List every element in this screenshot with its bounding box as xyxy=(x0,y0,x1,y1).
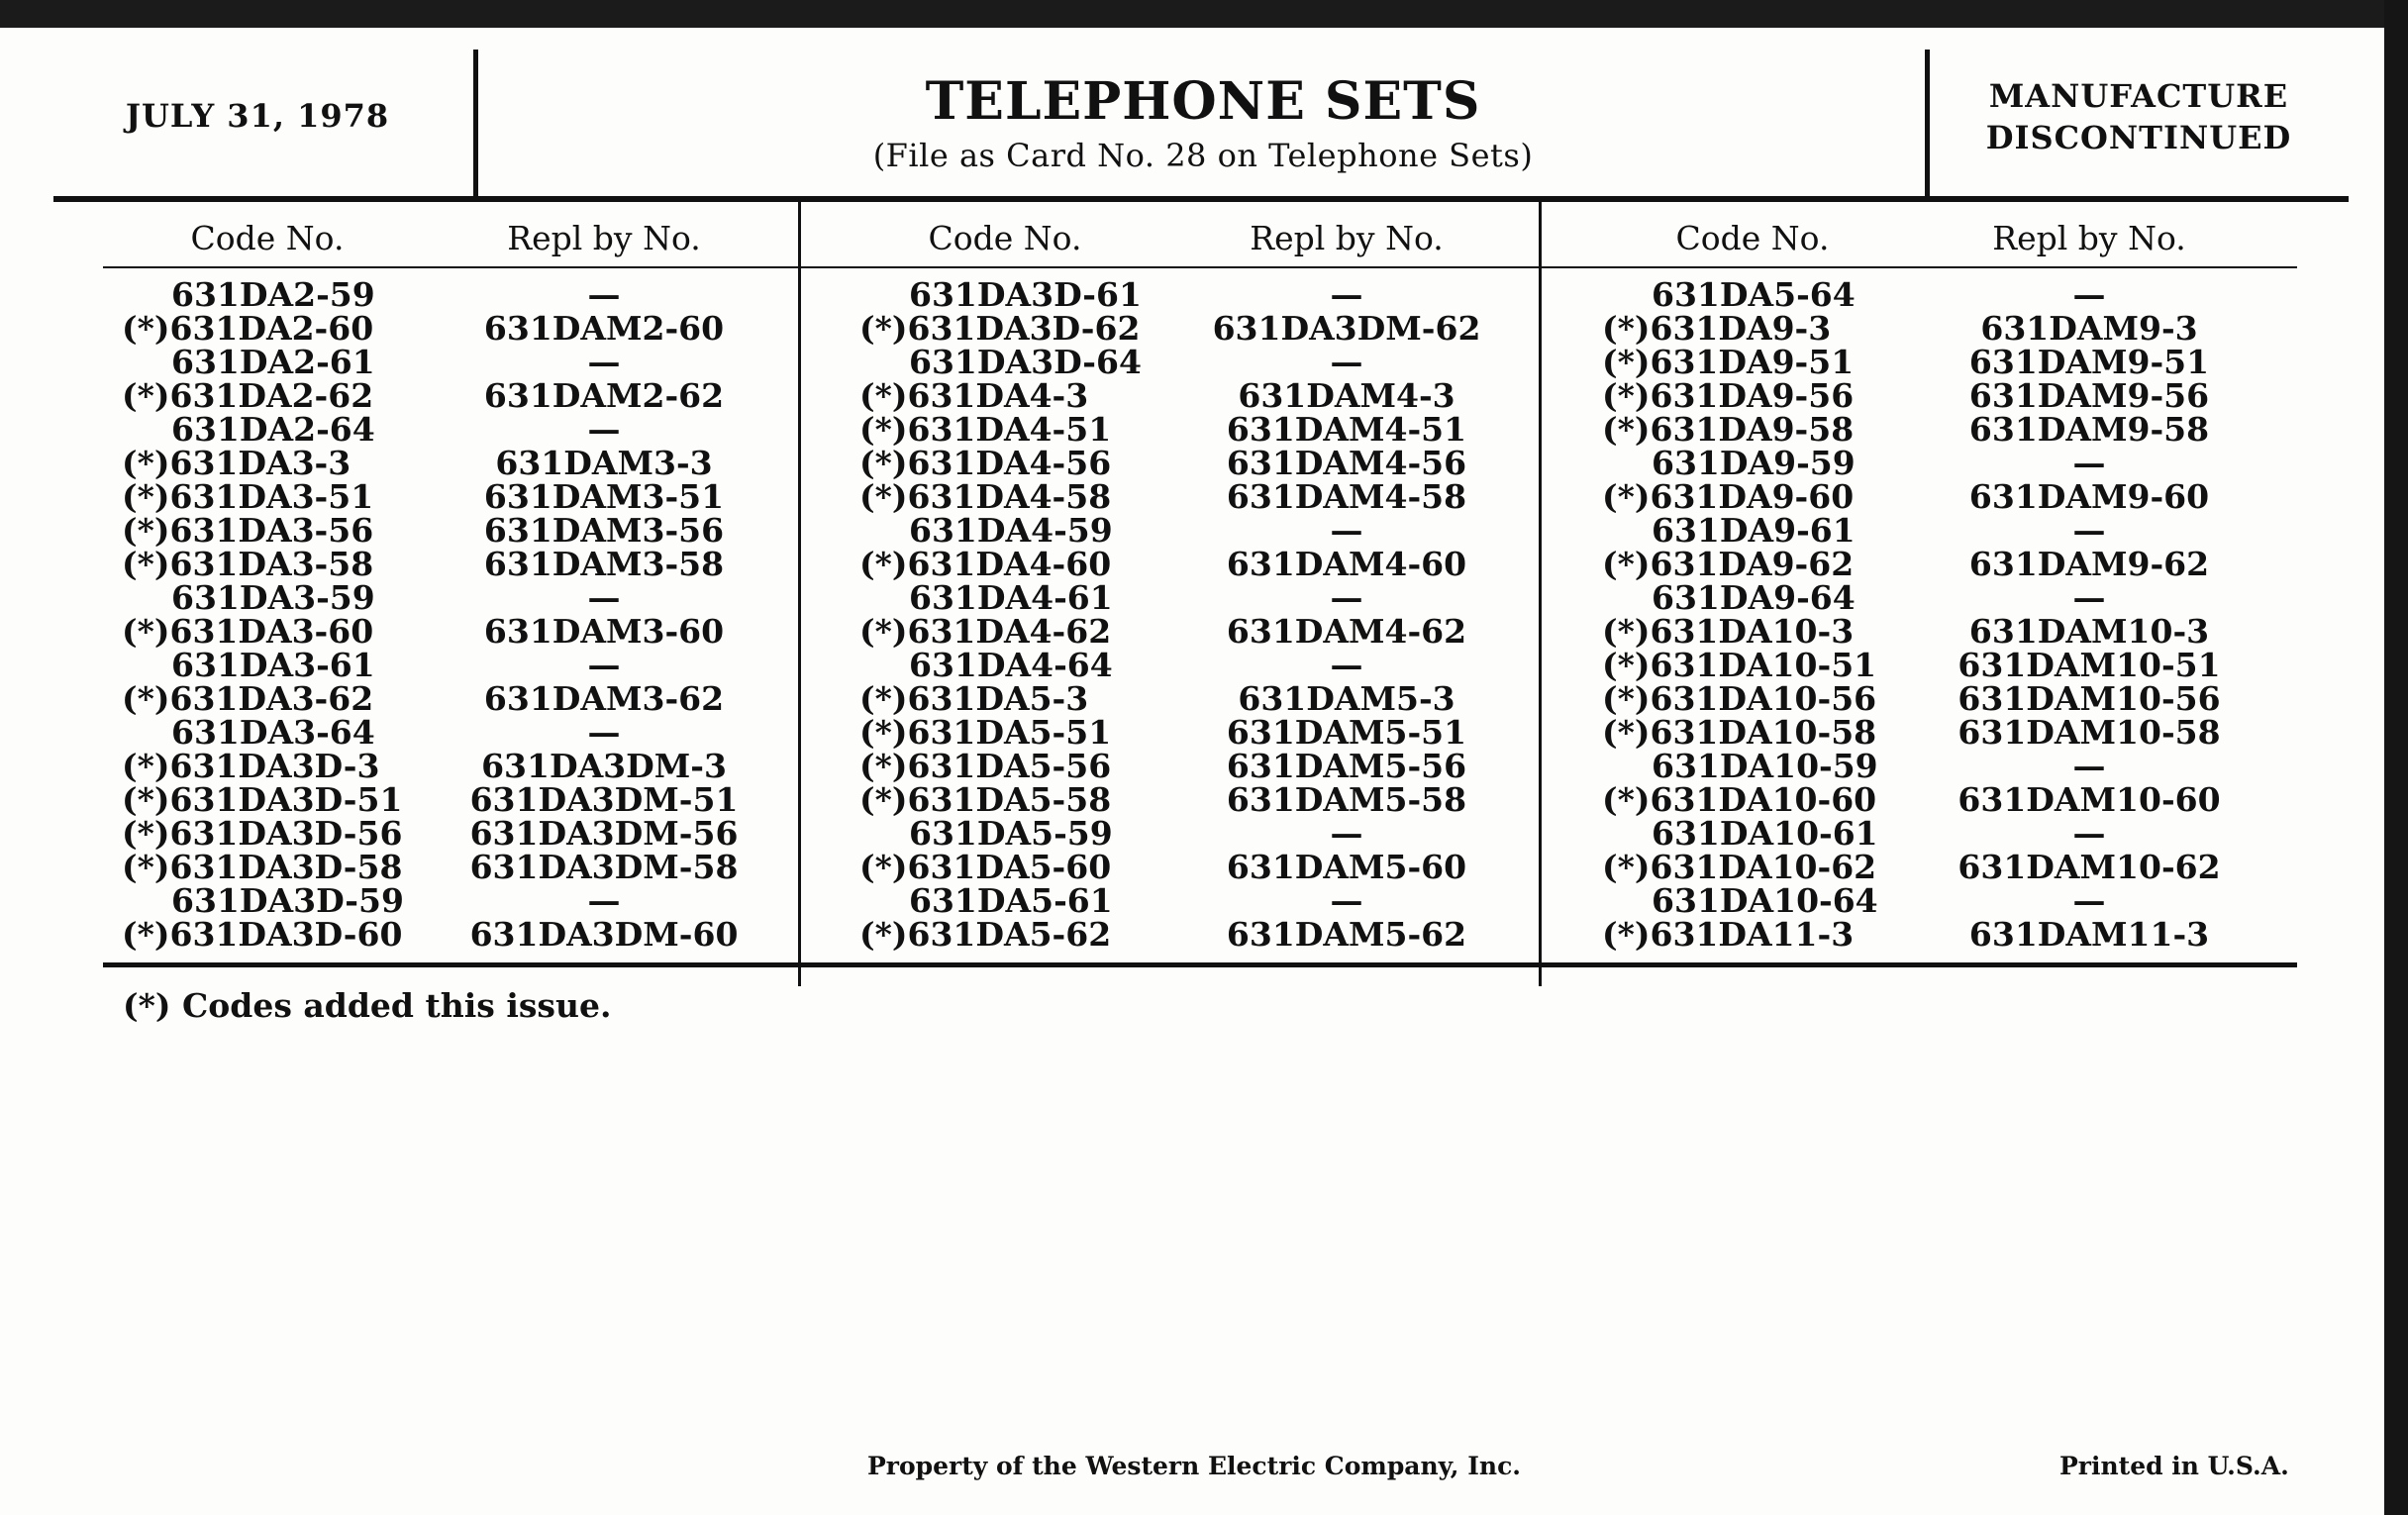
issue-date: JULY 31, 1978 xyxy=(125,97,390,135)
replacement-cell: 631DAM3-56 xyxy=(483,511,725,550)
code-cell: 631DA9-61 xyxy=(1652,511,1856,550)
code-cell: (*)631DA3-58 xyxy=(122,545,374,583)
replacement-cell: — xyxy=(1330,646,1363,684)
code-cell: (*)631DA3-56 xyxy=(122,511,374,550)
replacement-cell: 631DA3DM-56 xyxy=(469,814,739,853)
code-cell: (*)631DA4-62 xyxy=(859,612,1112,651)
code-cell: (*)631DA4-58 xyxy=(859,477,1112,516)
replacement-cell: 631DAM4-56 xyxy=(1226,444,1467,482)
code-cell: (*)631DA2-60 xyxy=(122,309,374,348)
code-cell: (*)631DA3-60 xyxy=(122,612,374,651)
replacement-cell: 631DA3DM-62 xyxy=(1212,309,1481,348)
replacement-cell: 631DAM5-3 xyxy=(1238,679,1455,718)
replacement-cell: — xyxy=(1330,511,1363,550)
status-line-2: DISCONTINUED xyxy=(1985,119,2292,156)
replacement-cell: — xyxy=(587,646,621,684)
code-cell: (*)631DA3D-60 xyxy=(122,915,403,954)
replacement-cell: — xyxy=(1330,343,1363,381)
code-cell: (*)631DA3-62 xyxy=(122,679,374,718)
replacement-cell: 631DA3DM-58 xyxy=(469,848,739,886)
code-cell: (*)631DA9-58 xyxy=(1602,410,1855,449)
code-cell: (*)631DA3D-51 xyxy=(122,780,403,819)
code-cell: 631DA3D-64 xyxy=(909,343,1142,381)
replacement-cell: — xyxy=(2072,747,2106,785)
code-cell: 631DA5-61 xyxy=(909,881,1113,920)
replacement-cell: — xyxy=(587,275,621,314)
status-label xyxy=(1941,75,2337,158)
replacement-cell: 631DAM4-58 xyxy=(1226,477,1467,516)
replacement-cell: — xyxy=(587,578,621,617)
replacement-cell: 631DAM5-60 xyxy=(1226,848,1467,886)
code-cell: (*)631DA5-3 xyxy=(859,679,1089,718)
replacement-cell: 631DAM3-60 xyxy=(483,612,725,651)
property-notice: Property of the Western Electric Company, Inc. xyxy=(867,1452,1522,1480)
code-column-header: Code No. xyxy=(190,219,345,257)
code-cell: (*)631DA10-62 xyxy=(1602,848,1877,886)
printed-notice: Printed in U.S.A. xyxy=(2059,1452,2289,1480)
code-cell: (*)631DA9-62 xyxy=(1602,545,1855,583)
code-cell: 631DA5-64 xyxy=(1652,275,1856,314)
replacement-cell: — xyxy=(587,410,621,449)
code-cell: (*)631DA2-62 xyxy=(122,376,374,415)
code-cell: (*)631DA5-58 xyxy=(859,780,1112,819)
replacement-cell: 631DAM9-58 xyxy=(1968,410,2210,449)
document-subtitle: (File as Card No. 28 on Telephone Sets) xyxy=(872,137,1534,174)
code-cell: (*)631DA3-51 xyxy=(122,477,374,516)
replacement-cell: 631DAM3-62 xyxy=(483,679,725,718)
code-cell: 631DA10-64 xyxy=(1652,881,1878,920)
replacement-cell: 631DAM2-60 xyxy=(483,309,725,348)
document-card xyxy=(0,28,2384,1515)
replacement-cell: — xyxy=(1330,881,1363,920)
replacement-cell: 631DAM10-58 xyxy=(1957,713,2221,752)
replacement-cell: 631DAM10-60 xyxy=(1957,780,2221,819)
code-column-header: Code No. xyxy=(1675,219,1830,257)
code-cell: (*)631DA10-58 xyxy=(1602,713,1877,752)
code-cell: (*)631DA5-60 xyxy=(859,848,1112,886)
code-cell: (*)631DA5-62 xyxy=(859,915,1112,954)
code-cell: 631DA4-64 xyxy=(909,646,1113,684)
code-cell: 631DA9-59 xyxy=(1652,444,1856,482)
code-cell: 631DA3-61 xyxy=(171,646,375,684)
table-bottom-rule xyxy=(103,962,2297,967)
replacement-cell: 631DAM4-51 xyxy=(1226,410,1467,449)
panel-divider xyxy=(1539,200,1542,986)
code-cell: 631DA3-59 xyxy=(171,578,375,617)
replacement-cell: 631DA3DM-51 xyxy=(469,780,739,819)
repl-column-header: Repl by No. xyxy=(1250,219,1444,257)
status-line-1: MANUFACTURE xyxy=(1988,77,2289,115)
code-cell: 631DA2-61 xyxy=(171,343,375,381)
code-cell: 631DA4-59 xyxy=(909,511,1113,550)
code-cell: 631DA5-59 xyxy=(909,814,1113,853)
replacement-cell: 631DAM5-51 xyxy=(1226,713,1467,752)
replacement-cell: 631DA3DM-60 xyxy=(469,915,739,954)
code-cell: (*)631DA4-56 xyxy=(859,444,1112,482)
code-cell: (*)631DA9-3 xyxy=(1602,309,1832,348)
code-cell: 631DA2-64 xyxy=(171,410,375,449)
code-cell: (*)631DA3D-3 xyxy=(122,747,380,785)
replacement-cell: 631DAM10-51 xyxy=(1957,646,2221,684)
replacement-cell: 631DAM5-62 xyxy=(1226,915,1467,954)
replacement-cell: 631DA3DM-3 xyxy=(481,747,727,785)
code-cell: 631DA3D-59 xyxy=(171,881,404,920)
replacement-cell: 631DAM2-62 xyxy=(483,376,725,415)
code-cell: 631DA9-64 xyxy=(1652,578,1856,617)
repl-column-header: Repl by No. xyxy=(1992,219,2186,257)
replacement-cell: 631DAM10-3 xyxy=(1968,612,2210,651)
replacement-cell: 631DAM9-56 xyxy=(1968,376,2210,415)
replacement-cell: — xyxy=(2072,814,2106,853)
replacement-cell: 631DAM11-3 xyxy=(1968,915,2210,954)
code-cell: (*)631DA3D-56 xyxy=(122,814,403,853)
replacement-cell: 631DAM3-58 xyxy=(483,545,725,583)
code-cell: 631DA3-64 xyxy=(171,713,375,752)
replacement-cell: 631DAM4-3 xyxy=(1238,376,1455,415)
replacement-cell: 631DAM9-60 xyxy=(1968,477,2210,516)
replacement-cell: 631DAM10-56 xyxy=(1957,679,2221,718)
code-cell: (*)631DA5-56 xyxy=(859,747,1112,785)
replacement-cell: — xyxy=(2072,444,2106,482)
code-cell: (*)631DA3D-62 xyxy=(859,309,1141,348)
replacement-cell: 631DAM3-3 xyxy=(495,444,713,482)
code-column-header: Code No. xyxy=(928,219,1082,257)
replacement-cell: — xyxy=(2072,275,2106,314)
header-divider-left xyxy=(473,50,478,196)
replacement-cell: — xyxy=(2072,511,2106,550)
code-cell: (*)631DA3D-58 xyxy=(122,848,403,886)
replacement-cell: 631DAM4-62 xyxy=(1226,612,1467,651)
footnote: (*) Codes added this issue. xyxy=(123,986,612,1025)
code-cell: (*)631DA11-3 xyxy=(1602,915,1855,954)
replacement-cell: 631DAM9-51 xyxy=(1968,343,2210,381)
code-cell: (*)631DA4-60 xyxy=(859,545,1112,583)
code-cell: (*)631DA5-51 xyxy=(859,713,1112,752)
replacement-cell: 631DAM3-51 xyxy=(483,477,725,516)
replacement-cell: — xyxy=(1330,578,1363,617)
code-cell: 631DA3D-61 xyxy=(909,275,1142,314)
code-cell: (*)631DA10-3 xyxy=(1602,612,1855,651)
replacement-cell: 631DAM5-56 xyxy=(1226,747,1467,785)
code-cell: (*)631DA10-60 xyxy=(1602,780,1877,819)
replacement-cell: 631DAM5-58 xyxy=(1226,780,1467,819)
code-cell: (*)631DA4-51 xyxy=(859,410,1112,449)
scan-edge xyxy=(2384,0,2408,1515)
code-cell: 631DA10-59 xyxy=(1652,747,1878,785)
header-divider-right xyxy=(1925,50,1930,198)
code-cell: 631DA2-59 xyxy=(171,275,375,314)
code-cell: 631DA10-61 xyxy=(1652,814,1878,853)
replacement-cell: — xyxy=(1330,814,1363,853)
code-cell: (*)631DA9-56 xyxy=(1602,376,1855,415)
code-cell: (*)631DA10-56 xyxy=(1602,679,1877,718)
replacement-cell: — xyxy=(587,881,621,920)
column-header-rule xyxy=(103,266,2297,268)
header-rule xyxy=(53,196,2349,202)
document-title: TELEPHONE SETS xyxy=(925,71,1481,132)
replacement-cell: — xyxy=(587,713,621,752)
replacement-cell: — xyxy=(2072,578,2106,617)
replacement-cell: 631DAM10-62 xyxy=(1957,848,2221,886)
replacement-cell: 631DAM9-62 xyxy=(1968,545,2210,583)
code-cell: (*)631DA9-51 xyxy=(1602,343,1855,381)
code-cell: (*)631DA10-51 xyxy=(1602,646,1877,684)
replacement-cell: — xyxy=(587,343,621,381)
replacement-cell: 631DAM4-60 xyxy=(1226,545,1467,583)
repl-column-header: Repl by No. xyxy=(507,219,701,257)
replacement-cell: 631DAM9-3 xyxy=(1980,309,2198,348)
panel-divider xyxy=(798,200,801,986)
code-cell: (*)631DA9-60 xyxy=(1602,477,1855,516)
code-cell: (*)631DA4-3 xyxy=(859,376,1089,415)
replacement-cell: — xyxy=(2072,881,2106,920)
replacement-cell: — xyxy=(1330,275,1363,314)
code-cell: (*)631DA3-3 xyxy=(122,444,351,482)
code-cell: 631DA4-61 xyxy=(909,578,1113,617)
